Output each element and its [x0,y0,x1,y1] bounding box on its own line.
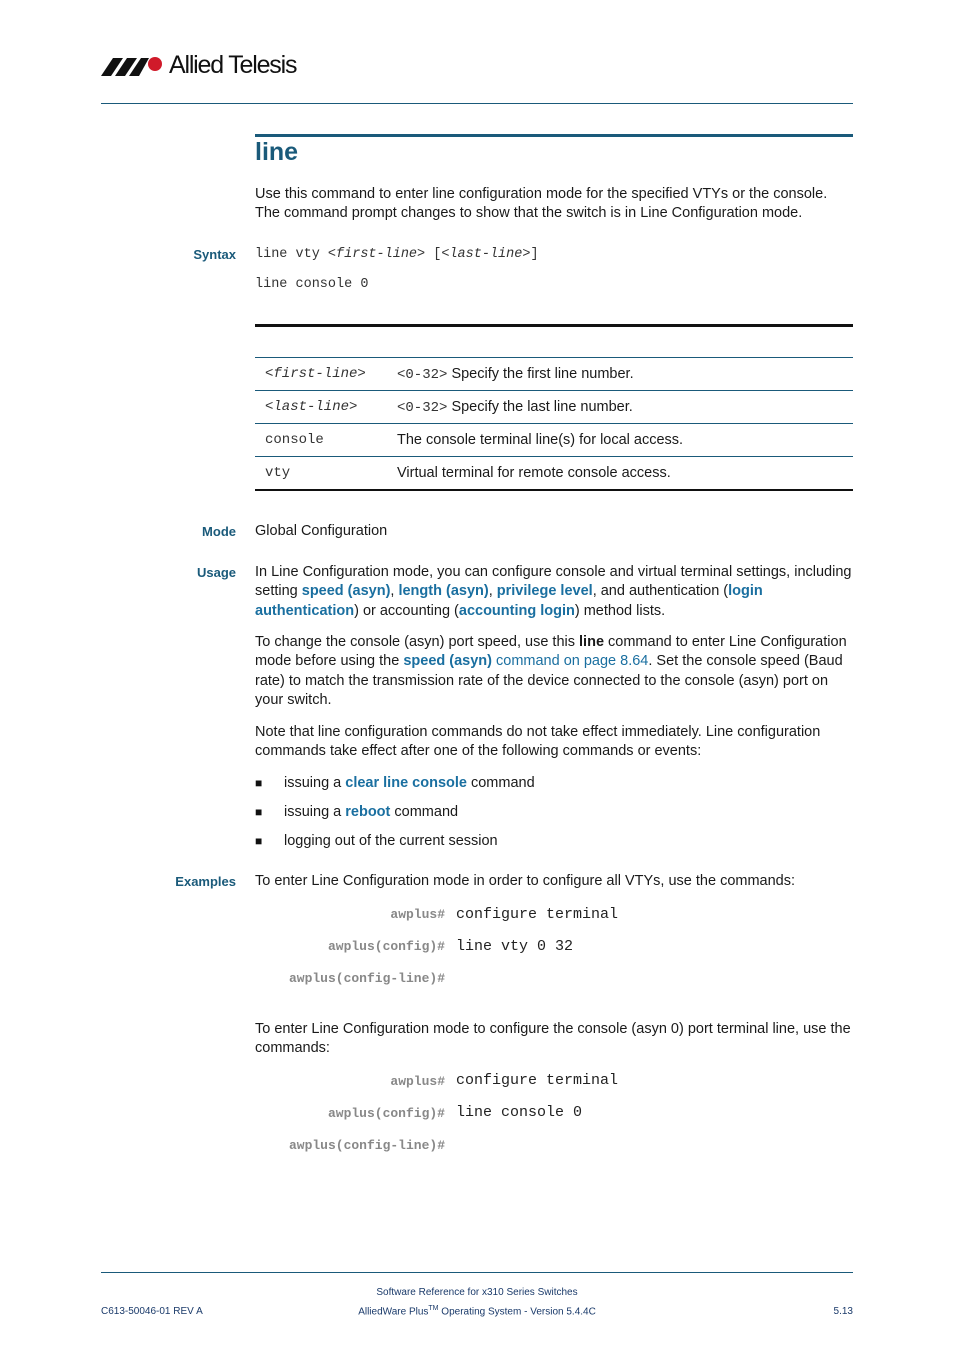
bullet-icon: ■ [255,834,263,848]
usage-paragraph-2 [255,633,853,710]
text: AlliedWare Plus [358,1306,429,1318]
header-rule [101,103,853,104]
param-desc: Virtual terminal for remote console access. [387,457,853,491]
param-name: vty [255,457,387,491]
examples-intro-1: To enter Line Configuration mode in order to configure all VTYs, use the commands: [255,873,796,889]
length-asyn-link[interactable]: length (asyn) [398,583,489,600]
usage-label: Usage [196,565,236,580]
parameter-table [255,357,853,491]
text: command [466,775,535,791]
param-name [255,391,387,424]
footer-title: Software Reference for x310 Series Switches [376,1287,578,1298]
cli-prompt: awplus(config-line)# [288,971,445,986]
text: , [390,583,399,600]
accounting-login-link[interactable]: accounting login [458,602,575,619]
clear-line-console-link[interactable]: clear line console [345,775,467,791]
param-name-text: <first-line> [265,366,366,382]
syntax-text: ] [530,247,539,262]
privilege-level-link[interactable]: privilege level [496,583,593,600]
cli-command: configure terminal [456,906,619,923]
table-row [255,457,853,491]
param-desc [387,391,853,424]
param-desc [387,358,853,391]
footer-page-number: 5.13 [833,1306,853,1317]
reboot-link[interactable]: reboot [345,804,391,820]
cli-prompt: awplus# [390,1074,445,1089]
table-top-rule [255,324,853,327]
login-authentication-link[interactable]: login authentication [255,583,763,619]
cli-prompt: awplus(config)# [327,1106,445,1121]
table-row [255,391,853,424]
cli-command: line console 0 [456,1104,583,1121]
footer-doc-id: C613-50046-01 REV A [101,1306,203,1317]
allied-telesis-logo-icon [101,52,163,78]
page-reference-link[interactable]: command on page 8.64 [491,653,649,670]
brand-name: Allied Telesis [169,51,297,79]
syntax-text: line vty [255,247,328,262]
bold-command: line [579,634,605,650]
table-row [255,424,853,457]
cli-prompt: awplus(config)# [327,939,445,954]
footer-os-version [227,1305,727,1317]
param-desc-text: Specify the first line number. [447,365,634,382]
text: command [390,804,459,820]
bullet-icon: ■ [255,776,263,790]
cli-prompt: awplus(config-line)# [288,1138,445,1153]
examples-intro-2: To enter Line Configuration mode to configure the console (asyn 0) port terminal line, use the commands: [255,1021,851,1057]
bullet-item [255,803,853,822]
syntax-text: [ [425,247,442,262]
param-desc: The console terminal line(s) for local access. [387,424,853,457]
param-desc-text: Specify the last line number. [447,398,633,415]
page-title: line [255,138,299,166]
text: command to enter Line Configuration mode before using the [255,634,847,670]
text: ) or accounting ( [354,602,459,619]
text: In Line Configuration mode, you can configure console and virtual terminal settings, including setting [255,564,852,600]
usage-paragraph-1 [255,563,853,621]
syntax-line-2: line console 0 [255,277,369,292]
mode-label: Mode [202,524,236,539]
intro-paragraph: Use this command to enter line configuration mode for the specified VTYs or the console. The command prompt changes to show that the switch is in Line Configuration mode. [255,186,828,222]
title-rule [255,134,853,137]
syntax-param: <first-line> [327,247,426,262]
examples-label: Examples [175,874,236,889]
syntax-param: <last-line> [441,247,531,262]
usage-paragraph-3: Note that line configuration commands do not take effect immediately. Line configuration commands take effect after one of the following commands or events: [255,724,821,760]
mode-value: Global Configuration [255,523,388,539]
syntax-label: Syntax [193,247,236,262]
trademark: TM [428,1305,439,1312]
bullet-icon: ■ [255,805,263,819]
bullet-item [255,774,853,793]
footer-rule [101,1272,853,1273]
text: . Set the console speed (Baud rate) to match the transmission rate of the device connected to the console (asyn) port on your switch. [255,653,843,708]
text: To change the console (asyn) port speed, use this [255,634,580,650]
text: issuing a [284,775,346,791]
param-name-text: <last-line> [265,399,358,415]
company-logo [101,50,296,80]
param-range: <0-32> [397,366,448,383]
speed-asyn-link[interactable]: speed (asyn) [403,653,492,670]
text: ) method lists. [574,602,666,619]
param-name [255,358,387,391]
param-name: console [255,424,387,457]
cli-command: configure terminal [456,1072,619,1089]
cli-prompt: awplus# [390,907,445,922]
cli-command: line vty 0 32 [456,938,574,955]
table-row [255,358,853,391]
speed-asyn-link[interactable]: speed (asyn) [301,583,391,600]
param-range: <0-32> [397,399,448,416]
text: logging out of the current session [284,833,498,849]
text: Operating System - Version 5.4.4C [438,1306,596,1318]
text: , and authentication ( [592,583,729,600]
text: , [488,583,497,600]
syntax-line-1 [255,247,539,262]
text: issuing a [284,804,346,820]
bullet-item [255,832,853,851]
